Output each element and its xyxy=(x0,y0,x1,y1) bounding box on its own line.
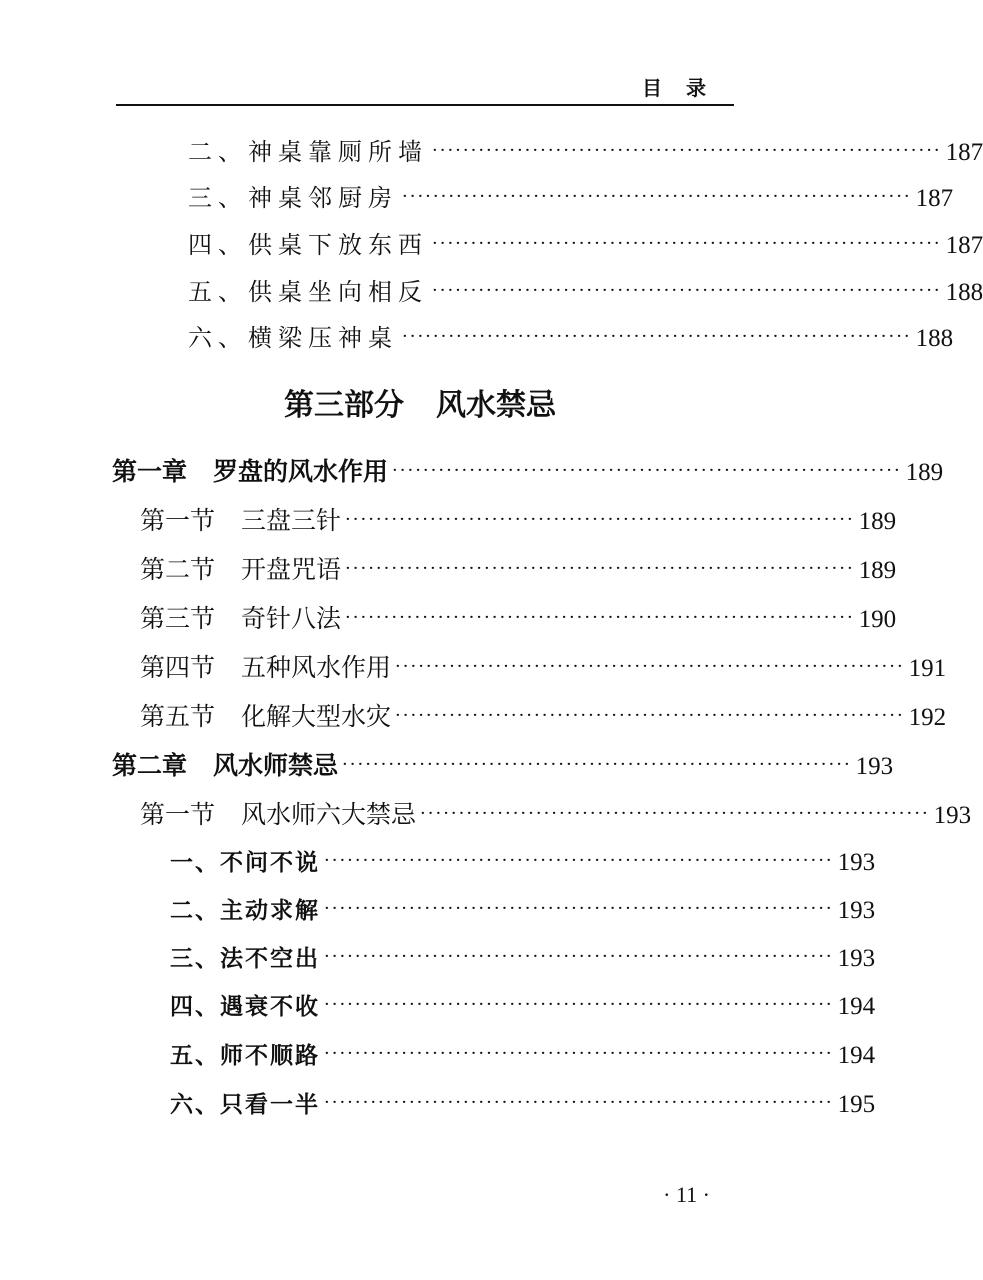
toc-entry-label: 二、主动求解 xyxy=(170,898,320,924)
toc-entry-page: 194 xyxy=(837,1042,876,1069)
chapter-label xyxy=(112,452,388,488)
toc-entry-top-5[interactable] xyxy=(188,318,954,358)
header-title: 目录 xyxy=(642,76,730,100)
part-heading xyxy=(0,380,810,424)
section-label xyxy=(140,501,341,537)
leader-dots: ·································································· xyxy=(402,186,912,207)
toc-entry-page: 191 xyxy=(908,655,947,682)
toc-entry-page: 193 xyxy=(837,945,876,972)
section-number: 第二节 xyxy=(140,555,216,584)
chapter-title: 罗盘的风水作用 xyxy=(213,457,389,486)
section-label xyxy=(140,795,416,831)
section-label xyxy=(140,648,391,684)
toc-entry-page: 187 xyxy=(915,185,954,212)
toc-entry-page: 193 xyxy=(933,802,972,829)
section-title: 风水师六大禁忌 xyxy=(241,800,417,829)
toc-section-1-5[interactable] xyxy=(140,697,947,737)
chapter-number: 第二章 xyxy=(112,751,188,780)
leader-dots: ·································································· xyxy=(432,140,942,161)
toc-item-2-6[interactable] xyxy=(170,1086,876,1126)
toc-entry-label: 六、只看一半 xyxy=(170,1092,320,1118)
toc-entry-page: 194 xyxy=(837,993,876,1020)
section-title: 五种风水作用 xyxy=(241,653,392,682)
chapter-number: 第一章 xyxy=(112,457,188,486)
toc-entry-page: 188 xyxy=(945,279,983,306)
page-number: · 11 · xyxy=(663,1182,710,1207)
toc-entry-page: 193 xyxy=(837,849,876,876)
toc-entry-label: 三、神桌邻厨房 xyxy=(188,184,398,212)
toc-section-1-1[interactable] xyxy=(140,501,897,541)
toc-chapter-2[interactable] xyxy=(112,746,894,786)
toc-item-2-3[interactable] xyxy=(170,940,876,980)
leader-dots: ·································································· xyxy=(324,1043,834,1064)
leader-dots: ·································································· xyxy=(345,509,855,530)
toc-section-1-2[interactable] xyxy=(140,550,897,590)
toc-item-2-5[interactable] xyxy=(170,1037,876,1077)
leader-dots: ·································································· xyxy=(432,233,942,254)
section-number: 第一节 xyxy=(140,506,216,535)
section-title: 开盘咒语 xyxy=(241,555,342,584)
section-label xyxy=(140,550,341,586)
toc-item-2-2[interactable] xyxy=(170,892,876,932)
toc-entry-page: 189 xyxy=(858,508,897,535)
section-number: 第五节 xyxy=(140,702,216,731)
section-title: 化解大型水灾 xyxy=(241,702,392,731)
leader-dots: ·································································· xyxy=(402,326,912,347)
section-label xyxy=(140,697,391,733)
toc-entry-page: 193 xyxy=(837,897,876,924)
leader-dots: ·································································· xyxy=(432,280,942,301)
toc-entry-top-1[interactable] xyxy=(188,132,983,172)
toc-section-1-3[interactable] xyxy=(140,599,897,639)
toc-entry-top-3[interactable] xyxy=(188,225,983,265)
toc-entry-top-4[interactable] xyxy=(188,272,983,312)
toc-entry-page: 195 xyxy=(837,1091,876,1118)
toc-entry-page: 189 xyxy=(858,557,897,584)
toc-entry-page: 193 xyxy=(855,753,894,780)
toc-item-2-1[interactable] xyxy=(170,844,876,884)
toc-entry-label: 一、不问不说 xyxy=(170,850,320,876)
part-title: 风水禁忌 xyxy=(436,388,556,423)
toc-entry-label: 三、法不空出 xyxy=(170,946,320,972)
section-label xyxy=(140,599,341,635)
leader-dots: ·································································· xyxy=(395,705,905,726)
chapter-title: 风水师禁忌 xyxy=(213,751,339,780)
toc-entry-label: 五、供桌坐向相反 xyxy=(188,278,428,306)
leader-dots: ·································································· xyxy=(420,803,930,824)
toc-chapter-1[interactable] xyxy=(112,452,944,492)
toc-entry-page: 188 xyxy=(915,325,954,352)
toc-entry-page: 190 xyxy=(858,606,897,633)
toc-section-1-4[interactable] xyxy=(140,648,947,688)
toc-entry-label: 四、遇衰不收 xyxy=(170,994,320,1020)
toc-section-2-1[interactable] xyxy=(140,795,972,835)
leader-dots: ·································································· xyxy=(395,656,905,677)
leader-dots: ·································································· xyxy=(342,754,852,775)
leader-dots: ·································································· xyxy=(345,558,855,579)
section-number: 第一节 xyxy=(140,800,216,829)
leader-dots: ·································································· xyxy=(324,946,834,967)
toc-entry-page: 189 xyxy=(905,459,944,486)
leader-dots: ·································································· xyxy=(392,460,902,481)
toc-entry-label: 四、供桌下放东西 xyxy=(188,231,428,259)
leader-dots: ·································································· xyxy=(324,898,834,919)
toc-item-2-4[interactable] xyxy=(170,988,876,1028)
toc-entry-top-2[interactable] xyxy=(188,178,954,218)
chapter-label xyxy=(112,746,338,782)
toc-entry-page: 187 xyxy=(945,232,983,259)
header-rule xyxy=(116,104,734,106)
toc-entry-label: 六、横梁压神桌 xyxy=(188,324,398,352)
toc-entry-label: 五、师不顺路 xyxy=(170,1043,320,1069)
leader-dots: ·································································· xyxy=(324,1092,834,1113)
section-title: 三盘三针 xyxy=(241,506,342,535)
section-number: 第三节 xyxy=(140,604,216,633)
toc-entry-label: 二、神桌靠厕所墙 xyxy=(188,138,428,166)
leader-dots: ·································································· xyxy=(324,994,834,1015)
leader-dots: ·································································· xyxy=(324,850,834,871)
toc-entry-page: 192 xyxy=(908,704,947,731)
section-number: 第四节 xyxy=(140,653,216,682)
section-title: 奇针八法 xyxy=(241,604,342,633)
leader-dots: ·································································· xyxy=(345,607,855,628)
part-number: 第三部分 xyxy=(284,388,404,423)
toc-entry-page: 187 xyxy=(945,139,983,166)
